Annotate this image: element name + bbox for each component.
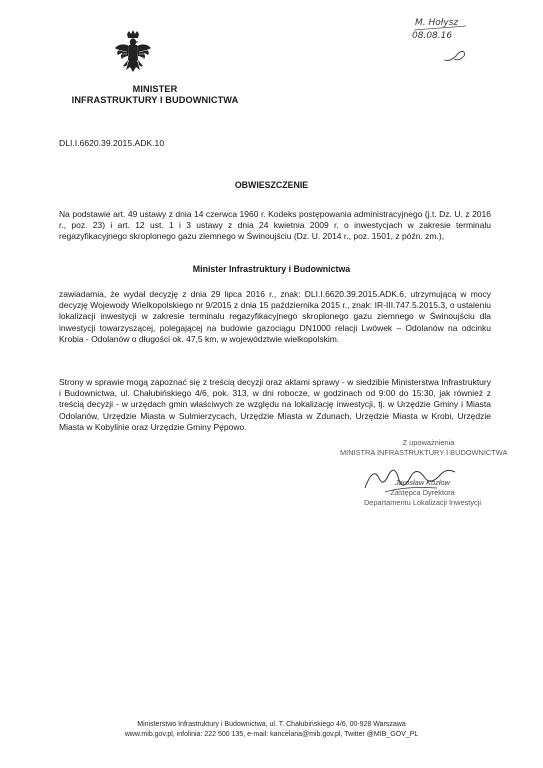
ministry-title-line1: MINISTER	[132, 84, 178, 94]
handwritten-initial-icon	[440, 46, 470, 64]
handwritten-signature-icon	[355, 458, 465, 500]
footer-address: Ministerstwo Infrastruktury i Budownictwa, ul. T. Chałubińskiego 4/6, 00-928 Warszawa	[137, 721, 406, 728]
document-subheading: Minister Infrastruktury i Budownictwa	[192, 264, 351, 274]
signatory-title-line2: Departamentu Lokalizacji Inwestycji	[363, 498, 482, 507]
ministry-title	[60, 84, 250, 106]
paragraph-access-info: Strony w sprawie mogą zapoznać się z treścią decyzji oraz aktami sprawy - w siedzibie Ministerstwa Infrastruktury i Budownictwa, ul. Chałubińskiego 4/6, pok. 313, w dni robocze, w godzinach od 9:00 do 15:30, jak również z treścią decyzji - w urzędach gmin właściwych ze względu na lokalizację inwestycji, tj. w Urzędzie Gminy i Miasta Odolanów, Urzędzie Miasta w Sulmierzycach, Urzędzie Miasta w Zdunach, Urzędzie Miasta w Krobi, Urzędzie Miasta w Kobylinie oraz Urzędzie Gminy Pępowo.	[59, 377, 491, 432]
document-footer	[0, 720, 543, 740]
handwritten-stamp-name: M. Hołysz	[415, 18, 459, 28]
document-reference-number: DLI.I.6620.39.2015.ADK.10	[59, 138, 165, 148]
polish-eagle-emblem-icon	[113, 30, 153, 78]
footer-contact: www.mib.gov.pl, infolinia: 222 500 135, e-mail: kancelaria@mib.gov.pl, Twitter @MIB_GOV_PL	[124, 731, 419, 738]
signatory-title-line1: Zastępca Dyrektora	[390, 488, 455, 497]
paragraph-decision: zawiadamia, że wydał decyzję z dnia 29 lipca 2016 r., znak: DLI.I.6620.39.2015.ADK.6, utrzymującą w mocy decyzję Wojewody Wielkopolskiego nr 9/2015 z dnia 15 października 2015 r., znak: IR-III.747.5.2015.3, o ustaleniu lokalizacji inwestycji w zakresie terminalu regazyfikacyjnego skroplonego gazu ziemnego w Świnoujściu dla inwestycji towarzyszącej, polegającej na budowie gazociągu DN1000 relacji Lwówek – Odolanów na odcinku Krobia - Odolanów o długości ok. 47,5 km, w województwie wielkopolskim.	[59, 289, 491, 344]
signatory-name: Jarosław Kozłow	[394, 478, 451, 487]
paragraph-legal-basis: Na podstawie art. 49 ustawy z dnia 14 czerwca 1960 r. Kodeks postępowania administracyjnego (j.t. Dz. U. z 2016 r., poz. 23) i art. 12 ust. 1 i 3 ustawy z dnia 24 kwietnia 2009 r. o inwestycjach w zakresie terminalu regazyfikacyjnego skroplonego gazu ziemnego w Świnoujściu (Dz. U. 2014 r., poz. 1501, z późn. zm.),	[59, 209, 491, 242]
ministry-title-line2: INFRASTRUKTURY I BUDOWNICTWA	[71, 95, 239, 105]
handwritten-stamp-date: 08.08.16	[412, 31, 453, 41]
signature-ministry-line: MINISTRA INFRASTRUKTURY I BUDOWNICTWA	[340, 448, 508, 457]
document-heading: OBWIESZCZENIE	[234, 180, 309, 190]
signature-authorization-line: Z upoważnienia	[402, 438, 455, 447]
